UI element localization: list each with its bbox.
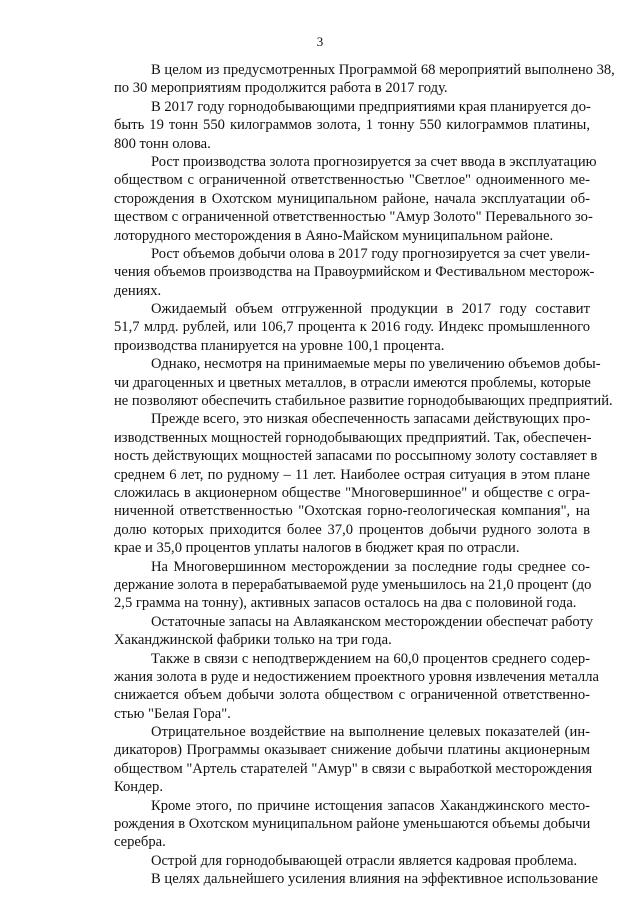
text-line: чения объемов производства на Правоурмийском и Фестивальном месторож-	[114, 264, 595, 281]
paragraph	[114, 98, 590, 153]
paragraph	[114, 723, 593, 797]
text-line: обществом с ограниченной ответственностью "Светлое" одноименного ме-	[114, 172, 590, 189]
text-line: Отрицательное воздействие на выполнение целевых показателей (ин-	[151, 724, 590, 741]
page-number: 3	[316, 34, 324, 49]
text-line: среднем 6 лет, по рудному – 11 лет. Наиболее острая ситуация в этом плане	[114, 466, 590, 483]
text-line: долю которых приходится более 37,0 процентов добычи рудного золота в	[114, 521, 590, 538]
text-line: Рост производства золота прогнозируется за счет ввода в эксплуатацию	[151, 153, 597, 170]
text-line: Кондер.	[114, 779, 163, 796]
text-line: снижается объем добычи золота обществом с ограниченной ответственно-	[114, 687, 590, 704]
text-line: изводственных мощностей горнодобывающих предприятий. Так, обеспечен-	[114, 429, 592, 446]
paragraph	[114, 61, 615, 98]
text-line: производства планируется на уровне 100,1 процента.	[114, 337, 445, 354]
text-line: сторождения в Охотском муниципальном районе, начала эксплуатации об-	[114, 190, 590, 207]
text-line: держание золота в перерабатываемой руде уменьшилось на 21,0 процент (до	[114, 576, 592, 593]
paragraph	[114, 245, 595, 300]
paragraph	[114, 558, 590, 613]
text-line: быть 19 тонн 550 килограммов золота, 1 тонну 550 килограммов платины,	[114, 117, 590, 134]
paragraph	[114, 300, 590, 355]
text-line: ниченной ответственностью "Охотская горно-геологическая компания", на	[114, 503, 590, 520]
document-body	[114, 61, 615, 889]
text-line: 51,7 млрд. рублей, или 106,7 процента к 2016 году. Индекс промышленного	[114, 319, 590, 336]
text-line: по 30 мероприятиям продолжится работа в 2017 году.	[114, 80, 448, 97]
text-line: Острой для горнодобывающей отрасли является кадровая проблема.	[151, 852, 578, 869]
text-line: В целом из предусмотренных Программой 68 мероприятий выполнено 38,	[151, 62, 615, 78]
paragraph	[114, 613, 594, 650]
paragraph	[114, 355, 613, 410]
text-line: В целях дальнейшего усиления влияния на эффективное использование	[151, 871, 598, 888]
text-line: сложилась в акционерном обществе "Многовершинное" и обществе с огра-	[114, 484, 590, 501]
text-line: Прежде всего, это низкая обеспеченность запасами действующих про-	[151, 411, 591, 428]
text-line: Ожидаемый объем отгруженной продукции в 2017 году составит	[151, 301, 590, 318]
text-line: Также в связи с неподтверждением на 60,0 процентов среднего содер-	[151, 650, 590, 667]
paragraph	[114, 852, 590, 870]
text-line: дениях.	[114, 282, 162, 299]
text-line: лоторудного месторождения в Аяно-Майском муниципальном районе.	[114, 227, 554, 244]
text-line: Однако, несмотря на принимаемые меры по увеличению объемов добы-	[151, 356, 601, 373]
text-line: Остаточные запасы на Авлаяканском месторождении обеспечат работу	[151, 613, 594, 630]
text-line: серебра.	[114, 834, 166, 851]
text-line: Кроме этого, по причине истощения запасов Хаканджинского место-	[151, 797, 590, 814]
text-line: жания золота в руде и недостижением проектного уровня извлечения металла	[114, 668, 599, 685]
text-line: рождения в Охотском муниципальном районе уменьшаются объемы добычи	[114, 816, 591, 833]
text-line: 2,5 грамма на тонну), активных запасов осталось на два с половиной года.	[114, 595, 577, 612]
paragraph	[114, 870, 598, 888]
paragraph	[114, 797, 590, 852]
text-line: не позволяют обеспечить стабильное развитие горнодобывающих предприятий.	[114, 393, 613, 410]
text-line: ность действующих мощностей запасами по россыпному золоту составляет в	[114, 448, 598, 465]
paragraph	[114, 410, 598, 557]
text-line: дикаторов) Программы оказывает снижение добычи платины акционерным	[114, 742, 590, 759]
text-line: крае и 35,0 процентов уплаты налогов в бюджет края по отрасли.	[114, 540, 520, 557]
paragraph	[114, 650, 599, 724]
text-line: В 2017 году горнодобывающими предприятиями края планируется до-	[151, 98, 591, 115]
text-line: ществом с ограниченной ответственностью "Амур Золото" Перевального зо-	[114, 209, 593, 226]
text-line: стью "Белая Гора".	[114, 705, 231, 722]
text-line: Рост объемов добычи олова в 2017 году прогнозируется за счет увели-	[151, 245, 590, 262]
text-line: чи драгоценных и цветных металлов, в отрасли имеются проблемы, которые	[114, 374, 591, 391]
text-line: обществом "Артель старателей "Амур" в связи с выработкой месторождения	[114, 760, 593, 777]
text-line: На Многовершинном месторождении за последние годы среднее со-	[151, 558, 590, 575]
paragraph	[114, 153, 597, 245]
text-line: 800 тонн олова.	[114, 135, 211, 152]
text-line: Хаканджинской фабрики только на три года.	[114, 632, 392, 649]
